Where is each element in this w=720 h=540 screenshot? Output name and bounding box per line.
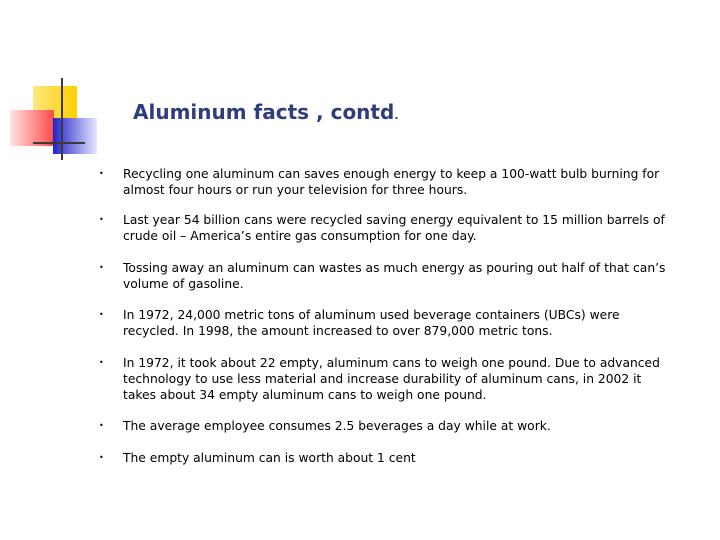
bullet-text: In 1972, 24,000 metric tons of aluminum used beverage containers (UBCs) were recycled. In 1998, the amount increased to over 879,000 metric tons. xyxy=(123,308,620,338)
bullet-text: Last year 54 billion cans were recycled saving energy equivalent to 15 million barrels of crude oil – America’s entire gas consumption for one day. xyxy=(123,213,665,243)
bullet-marker: • xyxy=(99,453,104,462)
bullet-marker: • xyxy=(99,358,104,367)
bullet-marker: • xyxy=(99,215,104,224)
bullet-item xyxy=(96,307,676,339)
bullet-item xyxy=(96,450,676,466)
bullet-text: Tossing away an aluminum can wastes as much energy as pouring out half of that can’s volume of gasoline. xyxy=(123,261,666,291)
bullet-text: Recycling one aluminum can saves enough energy to keep a 100-watt bulb burning for almost four hours or run your television for three hours. xyxy=(123,167,660,197)
bullet-item xyxy=(96,260,676,292)
bullet-marker: • xyxy=(99,421,104,430)
bullet-item xyxy=(96,212,676,244)
bullet-text: In 1972, it took about 22 empty, aluminum cans to weigh one pound. Due to advanced technology to use less material and increase durability of aluminum cans, in 2002 it takes about 34 empty aluminum cans to weigh one pound. xyxy=(123,356,660,402)
bullet-marker: • xyxy=(99,263,104,272)
bullet-item xyxy=(96,355,676,403)
slide-title-suffix: . xyxy=(394,109,399,122)
slide-title-text: Aluminum facts , contd xyxy=(133,100,395,124)
bullet-marker: • xyxy=(99,310,104,319)
bullet-item xyxy=(96,418,676,434)
bullet-text: The average employee consumes 2.5 beverages a day while at work. xyxy=(123,419,551,433)
bullet-item xyxy=(96,166,676,198)
bullet-marker: • xyxy=(99,169,104,178)
bullet-text: The empty aluminum can is worth about 1 cent xyxy=(123,451,416,465)
